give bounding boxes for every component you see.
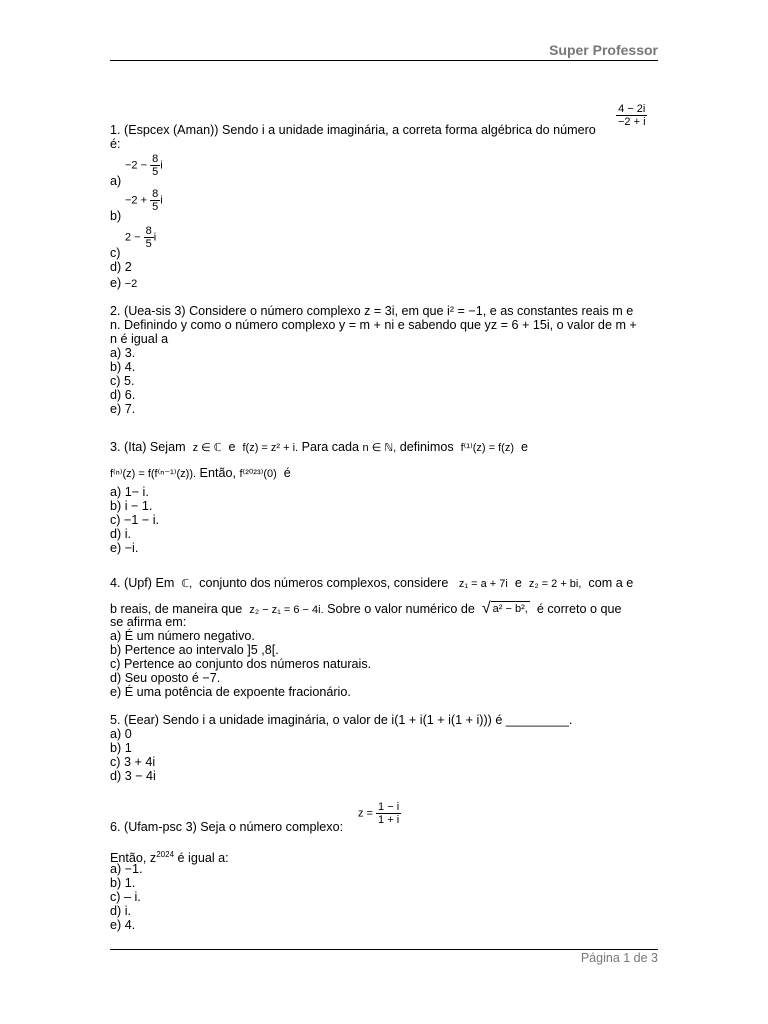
q5-option-d: d) 3 − 4i [110, 769, 156, 783]
q1-option-a: a) [110, 174, 122, 188]
q1-option-b: b) [110, 209, 122, 223]
q2-option-c: c) 5. [110, 374, 135, 388]
q4-option-a: a) É um número negativo. [110, 629, 255, 643]
square-root: √ a² − b², [481, 600, 528, 617]
q5-option-c: c) 3 + 4i [110, 755, 156, 769]
q3-option-d: d) i. [110, 527, 131, 541]
q2-stem-3: n é igual a [110, 332, 169, 346]
q1-option-a-math: −2 − $\frac{8}{5}$ i [125, 153, 163, 178]
q1-stem: 1. (Espcex (Aman)) Sendo i a unidade imaginária, a correta forma algébrica do número [110, 123, 596, 137]
q5-option-b: b) 1 [110, 741, 132, 755]
footer-rule [110, 949, 658, 950]
q1-option-e: e) −2 [110, 276, 138, 290]
q6-option-c: c) – i. [110, 890, 141, 904]
q3-option-c: c) −1 − i. [110, 513, 159, 527]
q1-option-c: c) [110, 246, 121, 260]
q3-option-e: e) −i. [110, 541, 139, 555]
q3-option-b: b) i − 1. [110, 499, 153, 513]
q3-option-a: a) 1− i. [110, 485, 149, 499]
q2-option-d: d) 6. [110, 388, 136, 402]
q4-option-d: d) Seu oposto é −7. [110, 671, 221, 685]
q6-fraction: z = $\frac{1 - i}{1 + i}$ [358, 801, 400, 826]
q1-option-b-math: −2 + $\frac{8}{5}$ i [125, 188, 163, 213]
q4-stem-3: se afirma em: [110, 615, 187, 629]
q2-stem-1: 2. (Uea-sis 3) Considere o número complexo z = 3i, em que i² = −1, e as constantes reais m e [110, 304, 634, 318]
q4-option-e: e) É uma potência de expoente fracionário. [110, 685, 351, 699]
q6-stem: 6. (Ufam-psc 3) Seja o número complexo: [110, 820, 344, 834]
q1-fraction: $\frac{4 - 2i}{-2 + i}$ [618, 103, 646, 128]
q2-option-a: a) 3. [110, 346, 136, 360]
page-number: Página 1 de 3 [580, 951, 658, 965]
q6-option-a: a) −1. [110, 862, 143, 876]
q4-option-c: c) Pertence ao conjunto dos números naturais. [110, 657, 372, 671]
q3-stem-2: f⁽ⁿ⁾(z) = f(f⁽ⁿ⁻¹⁾(z)). Então, f⁽²⁰²³⁾(0) é [110, 466, 291, 480]
brand-header: Super Professor [549, 42, 658, 58]
q6-option-b: b) 1. [110, 876, 136, 890]
q4-stem-2: b reais, de maneira que z₂ − z₁ = 6 − 4i. Sobre o valor numérico de √ a² − b², é correto o que [110, 600, 622, 617]
q1-option-d: d) 2 [110, 260, 132, 274]
q1-stem-end: é: [110, 137, 121, 151]
q2-option-b: b) 4. [110, 360, 136, 374]
q4-option-b: b) Pertence ao intervalo ]5 ,8[. [110, 643, 279, 657]
q6-option-d: d) i. [110, 904, 131, 918]
q5-option-a: a) 0 [110, 727, 132, 741]
q6-option-e: e) 4. [110, 918, 136, 932]
q2-option-e: e) 7. [110, 402, 136, 416]
q5-stem: 5. (Eear) Sendo i a unidade imaginária, o valor de i(1 + i(1 + i(1 + i))) é _________. [110, 713, 573, 727]
q2-stem-2: n. Definindo y como o número complexo y = m + ni e sabendo que yz = 6 + 15i, o valor de m + [110, 318, 637, 332]
q3-stem-1: 3. (Ita) Sejam z ∈ ℂ e f(z) = z² + i. Para cada n ∈ ℕ, definimos f⁽¹⁾(z) = f(z) e [110, 440, 529, 454]
header-rule [110, 60, 658, 61]
q1-option-c-math: 2 − $\frac{8}{5}$ i [125, 225, 157, 250]
q6-stem-2: Então, $z^{2024}$ é igual a: [110, 850, 229, 866]
q4-stem-1: 4. (Upf) Em ℂ, conjunto dos números complexos, considere z₁ = a + 7i e z₂ = 2 + bi, com a e [110, 576, 634, 590]
